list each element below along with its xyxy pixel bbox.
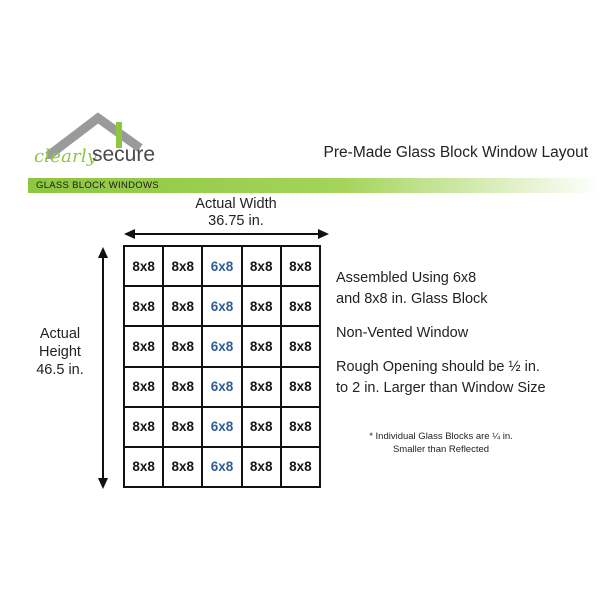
glass-block-cell: 8x8	[242, 367, 281, 407]
glass-block-cell: 6x8	[202, 286, 241, 326]
brand-word-secure: secure	[92, 143, 156, 166]
glass-block-cell: 8x8	[242, 326, 281, 366]
glass-block-cell: 6x8	[202, 407, 241, 447]
width-label	[136, 196, 336, 230]
height-label-line2: Height	[39, 344, 81, 360]
arrow-right-icon	[317, 228, 329, 240]
assembled-note	[336, 268, 488, 310]
vent-note: Non-Vented Window	[336, 325, 469, 341]
brand-word-clearly: clearly	[34, 146, 98, 167]
height-label	[18, 325, 102, 379]
arrow-up-icon	[97, 247, 109, 259]
glass-block-cell: 8x8	[124, 447, 163, 487]
height-label-line1: Actual	[39, 326, 81, 342]
glass-block-cell: 8x8	[281, 407, 320, 447]
glass-block-cell: 8x8	[124, 246, 163, 286]
footnote-line1: * Individual Glass Blocks are ¼ in.	[369, 431, 513, 442]
glass-block-cell: 8x8	[242, 286, 281, 326]
glass-block-cell: 8x8	[124, 407, 163, 447]
glass-block-cell: 8x8	[163, 447, 202, 487]
page-title: Pre-Made Glass Block Window Layout	[323, 144, 588, 161]
glass-block-cell: 6x8	[202, 447, 241, 487]
glass-block-cell: 6x8	[202, 246, 241, 286]
glass-block-cell: 8x8	[242, 407, 281, 447]
height-arrow-line	[102, 252, 104, 486]
width-arrow-line	[127, 233, 325, 235]
glass-block-cell: 8x8	[242, 447, 281, 487]
rough-opening-line2: to 2 in. Larger than Window Size	[336, 380, 546, 396]
glass-block-cell: 8x8	[281, 447, 320, 487]
assembled-note-line2: and 8x8 in. Glass Block	[336, 291, 488, 307]
rough-opening-line1: Rough Opening should be ½ in.	[336, 359, 540, 375]
glass-block-grid	[123, 245, 321, 488]
rough-opening-note	[336, 357, 546, 399]
glass-block-cell: 8x8	[281, 286, 320, 326]
glass-block-cell: 6x8	[202, 367, 241, 407]
glass-block-cell: 8x8	[163, 326, 202, 366]
glass-block-cell: 8x8	[281, 246, 320, 286]
glass-block-cell: 8x8	[124, 367, 163, 407]
width-label-line1: Actual Width	[195, 196, 277, 212]
glass-block-cell: 8x8	[163, 367, 202, 407]
footnote-line2: Smaller than Reflected	[392, 444, 490, 455]
glass-block-cell: 8x8	[163, 407, 202, 447]
glass-block-cell: 8x8	[242, 246, 281, 286]
arrow-down-icon	[97, 477, 109, 489]
width-label-line2: 36.75 in.	[208, 213, 264, 229]
arrow-left-icon	[124, 228, 136, 240]
glass-block-cell: 8x8	[281, 367, 320, 407]
footnote	[356, 430, 526, 456]
brand-tagline: GLASS BLOCK WINDOWS	[36, 180, 159, 191]
glass-block-cell: 8x8	[163, 286, 202, 326]
glass-block-cell: 8x8	[281, 326, 320, 366]
glass-block-cell: 8x8	[124, 286, 163, 326]
glass-block-cell: 8x8	[163, 246, 202, 286]
glass-block-cell: 6x8	[202, 326, 241, 366]
assembled-note-line1: Assembled Using 6x8	[336, 270, 477, 286]
glass-block-cell: 8x8	[124, 326, 163, 366]
height-label-line3: 46.5 in.	[36, 362, 84, 378]
